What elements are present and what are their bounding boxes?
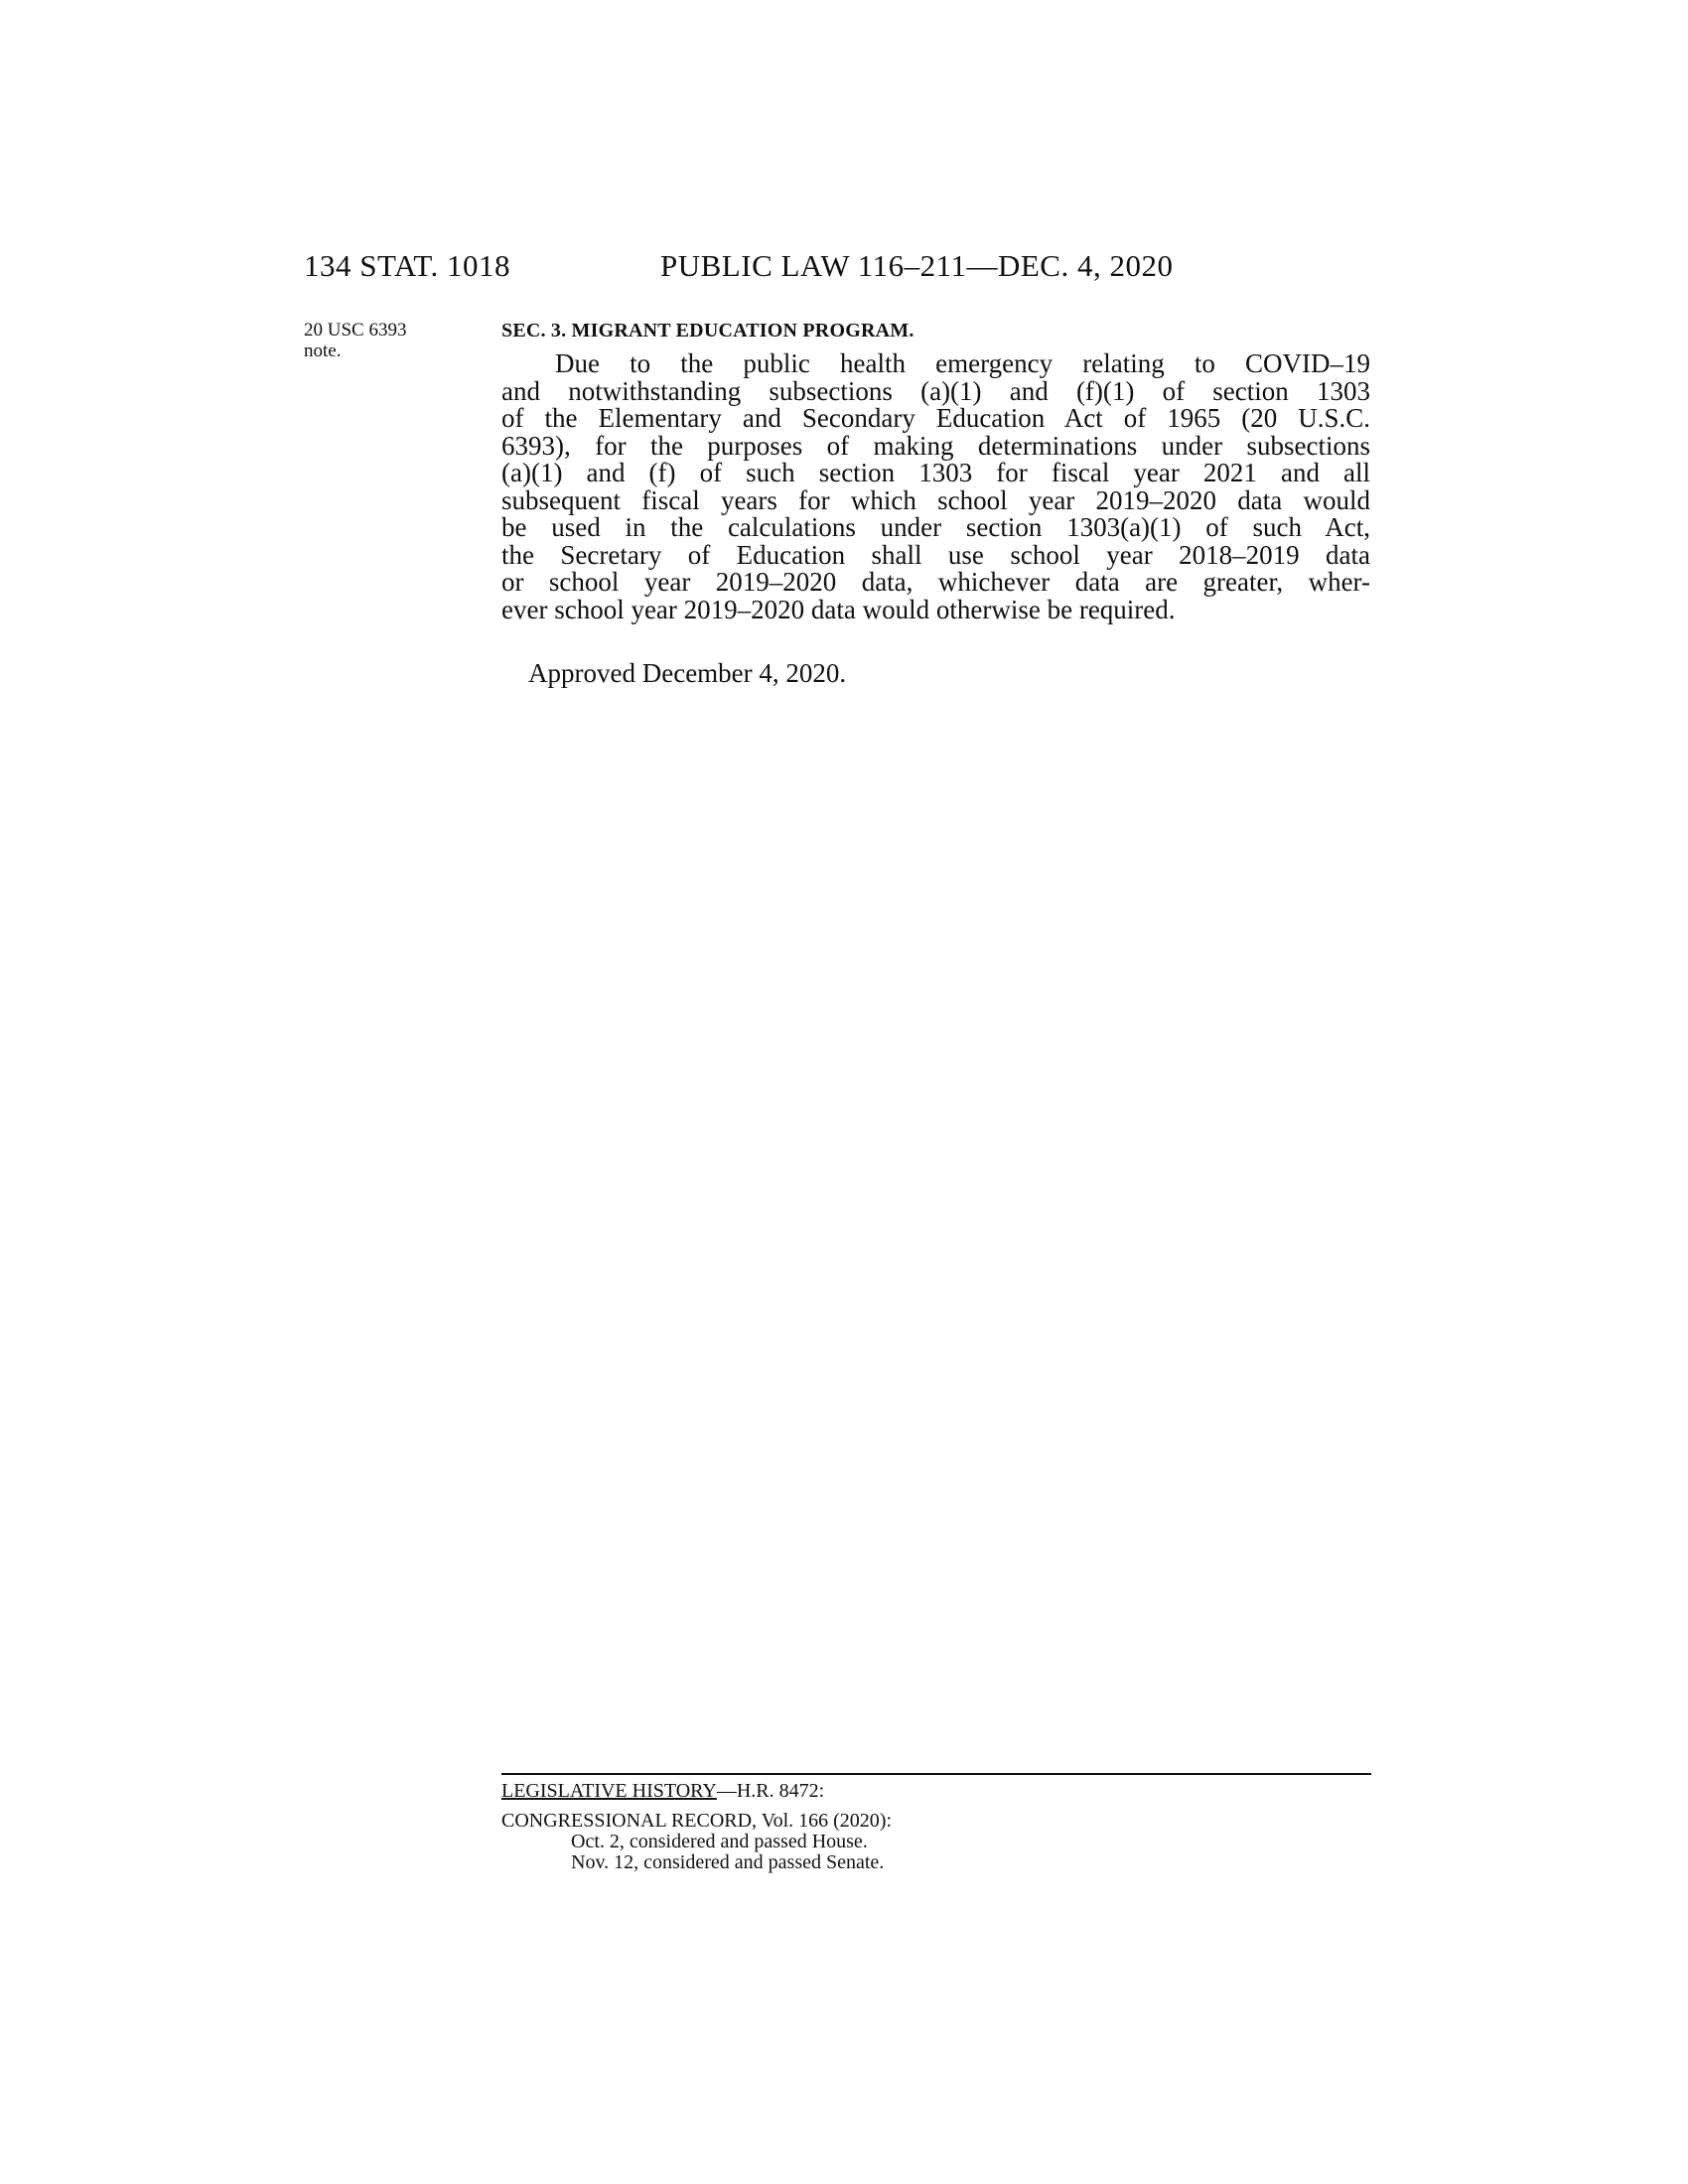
body-line: of the Elementary and Secondary Education Act of 1965 (20 U.S.C. xyxy=(501,403,1370,433)
margin-note-citation: 20 USC 6393 xyxy=(304,320,407,341)
body-line: or school year 2019–2020 data, whichever data are greater, wher- xyxy=(501,567,1370,597)
margin-note xyxy=(304,320,433,361)
body-line: 6393), for the purposes of making determinations under subsections xyxy=(501,430,1370,461)
legislative-history-bill: —H.R. 8472: xyxy=(716,1780,825,1802)
approval-date: Approved December 4, 2020. xyxy=(528,658,847,688)
congressional-record: CONGRESSIONAL RECORD, Vol. 166 (2020): xyxy=(501,1810,892,1832)
legislative-history xyxy=(501,1781,892,1873)
section-body xyxy=(501,350,1370,623)
section-heading: SEC. 3. MIGRANT EDUCATION PROGRAM. xyxy=(501,320,914,341)
body-line: Due to the public health emergency relating to COVID–19 xyxy=(555,348,1370,378)
body-line: subsequent fiscal years for which school year 2019–2020 data would xyxy=(501,484,1370,515)
body-line: (a)(1) and (f) of such section 1303 for fiscal year 2021 and all xyxy=(501,458,1370,487)
footnote-divider xyxy=(501,1773,1371,1775)
body-line: be used in the calculations under section 1303(a)(1) of such Act, xyxy=(501,512,1370,542)
legislative-history-heading xyxy=(501,1781,892,1802)
running-head: PUBLIC LAW 116–211—DEC. 4, 2020 xyxy=(660,248,1174,283)
margin-note-label: note. xyxy=(304,341,342,361)
page-number: 134 STAT. 1018 xyxy=(304,248,511,283)
history-entry: Oct. 2, considered and passed House. xyxy=(571,1831,868,1852)
legislative-history-title: LEGISLATIVE HISTORY xyxy=(501,1780,717,1802)
body-line: and notwithstanding subsections (a)(1) and (f)(1) of section 1303 xyxy=(501,375,1370,406)
history-entry: Nov. 12, considered and passed Senate. xyxy=(571,1851,885,1873)
body-line: the Secretary of Education shall use school year 2018–2019 data xyxy=(501,539,1370,570)
body-line: ever school year 2019–2020 data would otherwise be required. xyxy=(501,594,1176,624)
